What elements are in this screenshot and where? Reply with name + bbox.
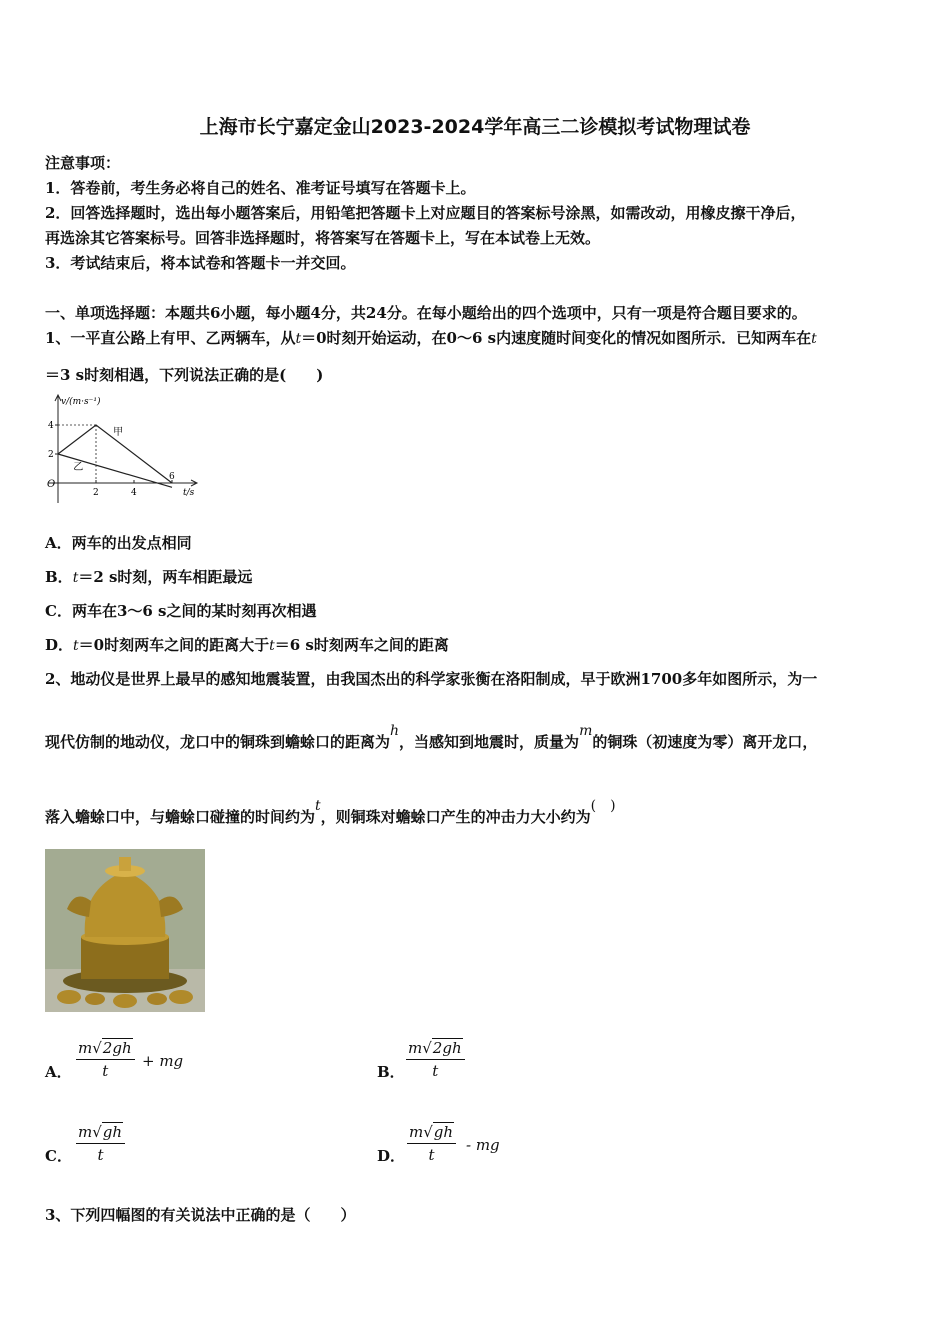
q2-option-a-label: A． <box>45 1063 72 1081</box>
radicand: 2gh <box>432 1039 462 1057</box>
series-label: 乙 <box>73 461 84 473</box>
seismograph-photo <box>45 849 205 1012</box>
q2-option-d-label: D． <box>377 1147 406 1165</box>
option-text: ＝6 s时刻两车之间的距离 <box>274 636 449 654</box>
q1-option-c: C．两车在3～6 s之间的某时刻再次相遇 <box>45 602 317 620</box>
var-m: m <box>409 1123 424 1141</box>
notice-item: 1．答卷前，考生务必将自己的姓名、准考证号填写在答题卡上。 <box>45 179 476 197</box>
notice-item: 2．回答选择题时，选出每小题答案后，用铅笔把答题卡上对应题目的答案标号涂黑，如需改动，用橡皮擦干净后， <box>45 204 806 222</box>
radicand: gh <box>433 1123 454 1141</box>
var-m: m <box>78 1039 93 1057</box>
notice-item: 3．考试结束后，将本试卷和答题卡一并交回。 <box>45 254 356 272</box>
x-axis-label: t/s <box>183 488 195 498</box>
y-tick-label: 2 <box>48 450 54 460</box>
var-h: h <box>390 723 400 739</box>
option-label: B． <box>45 568 73 586</box>
fraction-numerator: m√2gh <box>76 1039 135 1060</box>
q1-var-t: t <box>811 331 817 347</box>
q2-stem-text: 落入蟾蜍口中，与蟾蜍口碰撞的时间约为 <box>45 808 316 826</box>
q3-stem: 3、下列四幅图的有关说法中正确的是（ ） <box>45 1206 356 1224</box>
q2-stem-line3 <box>45 798 616 827</box>
q2-stem-text: ，当感知到地震时，质量为 <box>399 733 580 751</box>
var-t: t <box>72 570 79 586</box>
vt-graph-root <box>47 395 197 503</box>
var-t: t <box>269 638 275 654</box>
q2-option-d-suffix: - mg <box>466 1136 500 1154</box>
notice-heading: 注意事项： <box>45 154 121 172</box>
var-m: m <box>579 723 593 739</box>
q1-option-d <box>45 634 449 655</box>
radicand: gh <box>102 1123 123 1141</box>
var-t: t <box>315 798 321 814</box>
q2-option-a-suffix: + mg <box>142 1052 184 1070</box>
q2-option-d-fraction <box>407 1123 456 1164</box>
fraction-denominator: t <box>102 1062 109 1080</box>
q2-option-b-label: B． <box>377 1063 405 1081</box>
radicand: 2gh <box>102 1039 132 1057</box>
x-tick-label: 6 <box>169 472 175 482</box>
x-tick-label: 4 <box>131 488 137 498</box>
var-t: t <box>73 638 79 654</box>
q2-stem-text: 现代仿制的地动仪，龙口中的铜珠到蟾蜍口的距离为 <box>45 733 391 751</box>
fraction-numerator: m√2gh <box>406 1039 465 1060</box>
q2-stem-line2 <box>45 723 818 752</box>
option-text: ＝0时刻两车之间的距离大于 <box>78 636 270 654</box>
q1-stem-line2: ＝3 s时刻相遇，下列说法正确的是( ) <box>45 366 324 384</box>
option-label: D． <box>45 636 74 654</box>
fraction-numerator: m√gh <box>76 1123 125 1144</box>
option-text: ＝2 s时刻，两车相距最远 <box>78 568 253 586</box>
y-axis-label: v/(m·s⁻¹) <box>61 397 101 407</box>
var-m: m <box>78 1123 93 1141</box>
q2-option-c-label: C． <box>45 1147 72 1165</box>
q2-stem-text: 的铜珠（初速度为零）离开龙口， <box>592 733 818 751</box>
q1-stem-line1 <box>45 327 817 348</box>
q2-stem-text: ，则铜珠对蟾蜍口产生的冲击力大小约为 <box>320 808 591 826</box>
fraction-denominator: t <box>432 1062 439 1080</box>
q2-option-c-fraction <box>76 1123 125 1164</box>
q2-option-b-fraction <box>406 1039 465 1080</box>
fraction-denominator: t <box>97 1146 104 1164</box>
q2-option-a-fraction <box>76 1039 135 1080</box>
series-label: 甲 <box>113 427 124 439</box>
fraction-numerator: m√gh <box>407 1123 456 1144</box>
q1-stem-text: 1、一平直公路上有甲、乙两辆车，从 <box>45 329 296 347</box>
q1-option-a: A．两车的出发点相同 <box>45 534 192 552</box>
vt-graph <box>45 393 205 503</box>
y-tick-label: 4 <box>48 421 54 431</box>
section-heading: 一、单项选择题：本题共6小题，每小题4分，共24分。在每小题给出的四个选项中，只有一项是符合题目要求的。 <box>45 304 807 322</box>
page-title: 上海市长宁嘉定金山2023-2024学年高三二诊模拟考试物理试卷 <box>199 116 751 138</box>
answer-paren: ( ) <box>590 798 616 814</box>
q1-var-t: t <box>295 331 302 347</box>
q1-option-b <box>45 566 252 587</box>
notice-item: 再选涂其它答案标号。回答非选择题时，将答案写在答题卡上，写在本试卷上无效。 <box>45 229 601 247</box>
var-m: m <box>408 1039 423 1057</box>
q1-stem-text: ＝0时刻开始运动，在0～6 s内速度随时间变化的情况如图所示．已知两车在 <box>301 329 812 347</box>
q2-stem-line1: 2、地动仪是世界上最早的感知地震装置，由我国杰出的科学家张衡在洛阳制成，早于欧洲1700多年如图所示，为一 <box>45 670 818 688</box>
fraction-denominator: t <box>428 1146 435 1164</box>
x-tick-label: 2 <box>93 488 99 498</box>
origin-label: O <box>47 479 56 490</box>
